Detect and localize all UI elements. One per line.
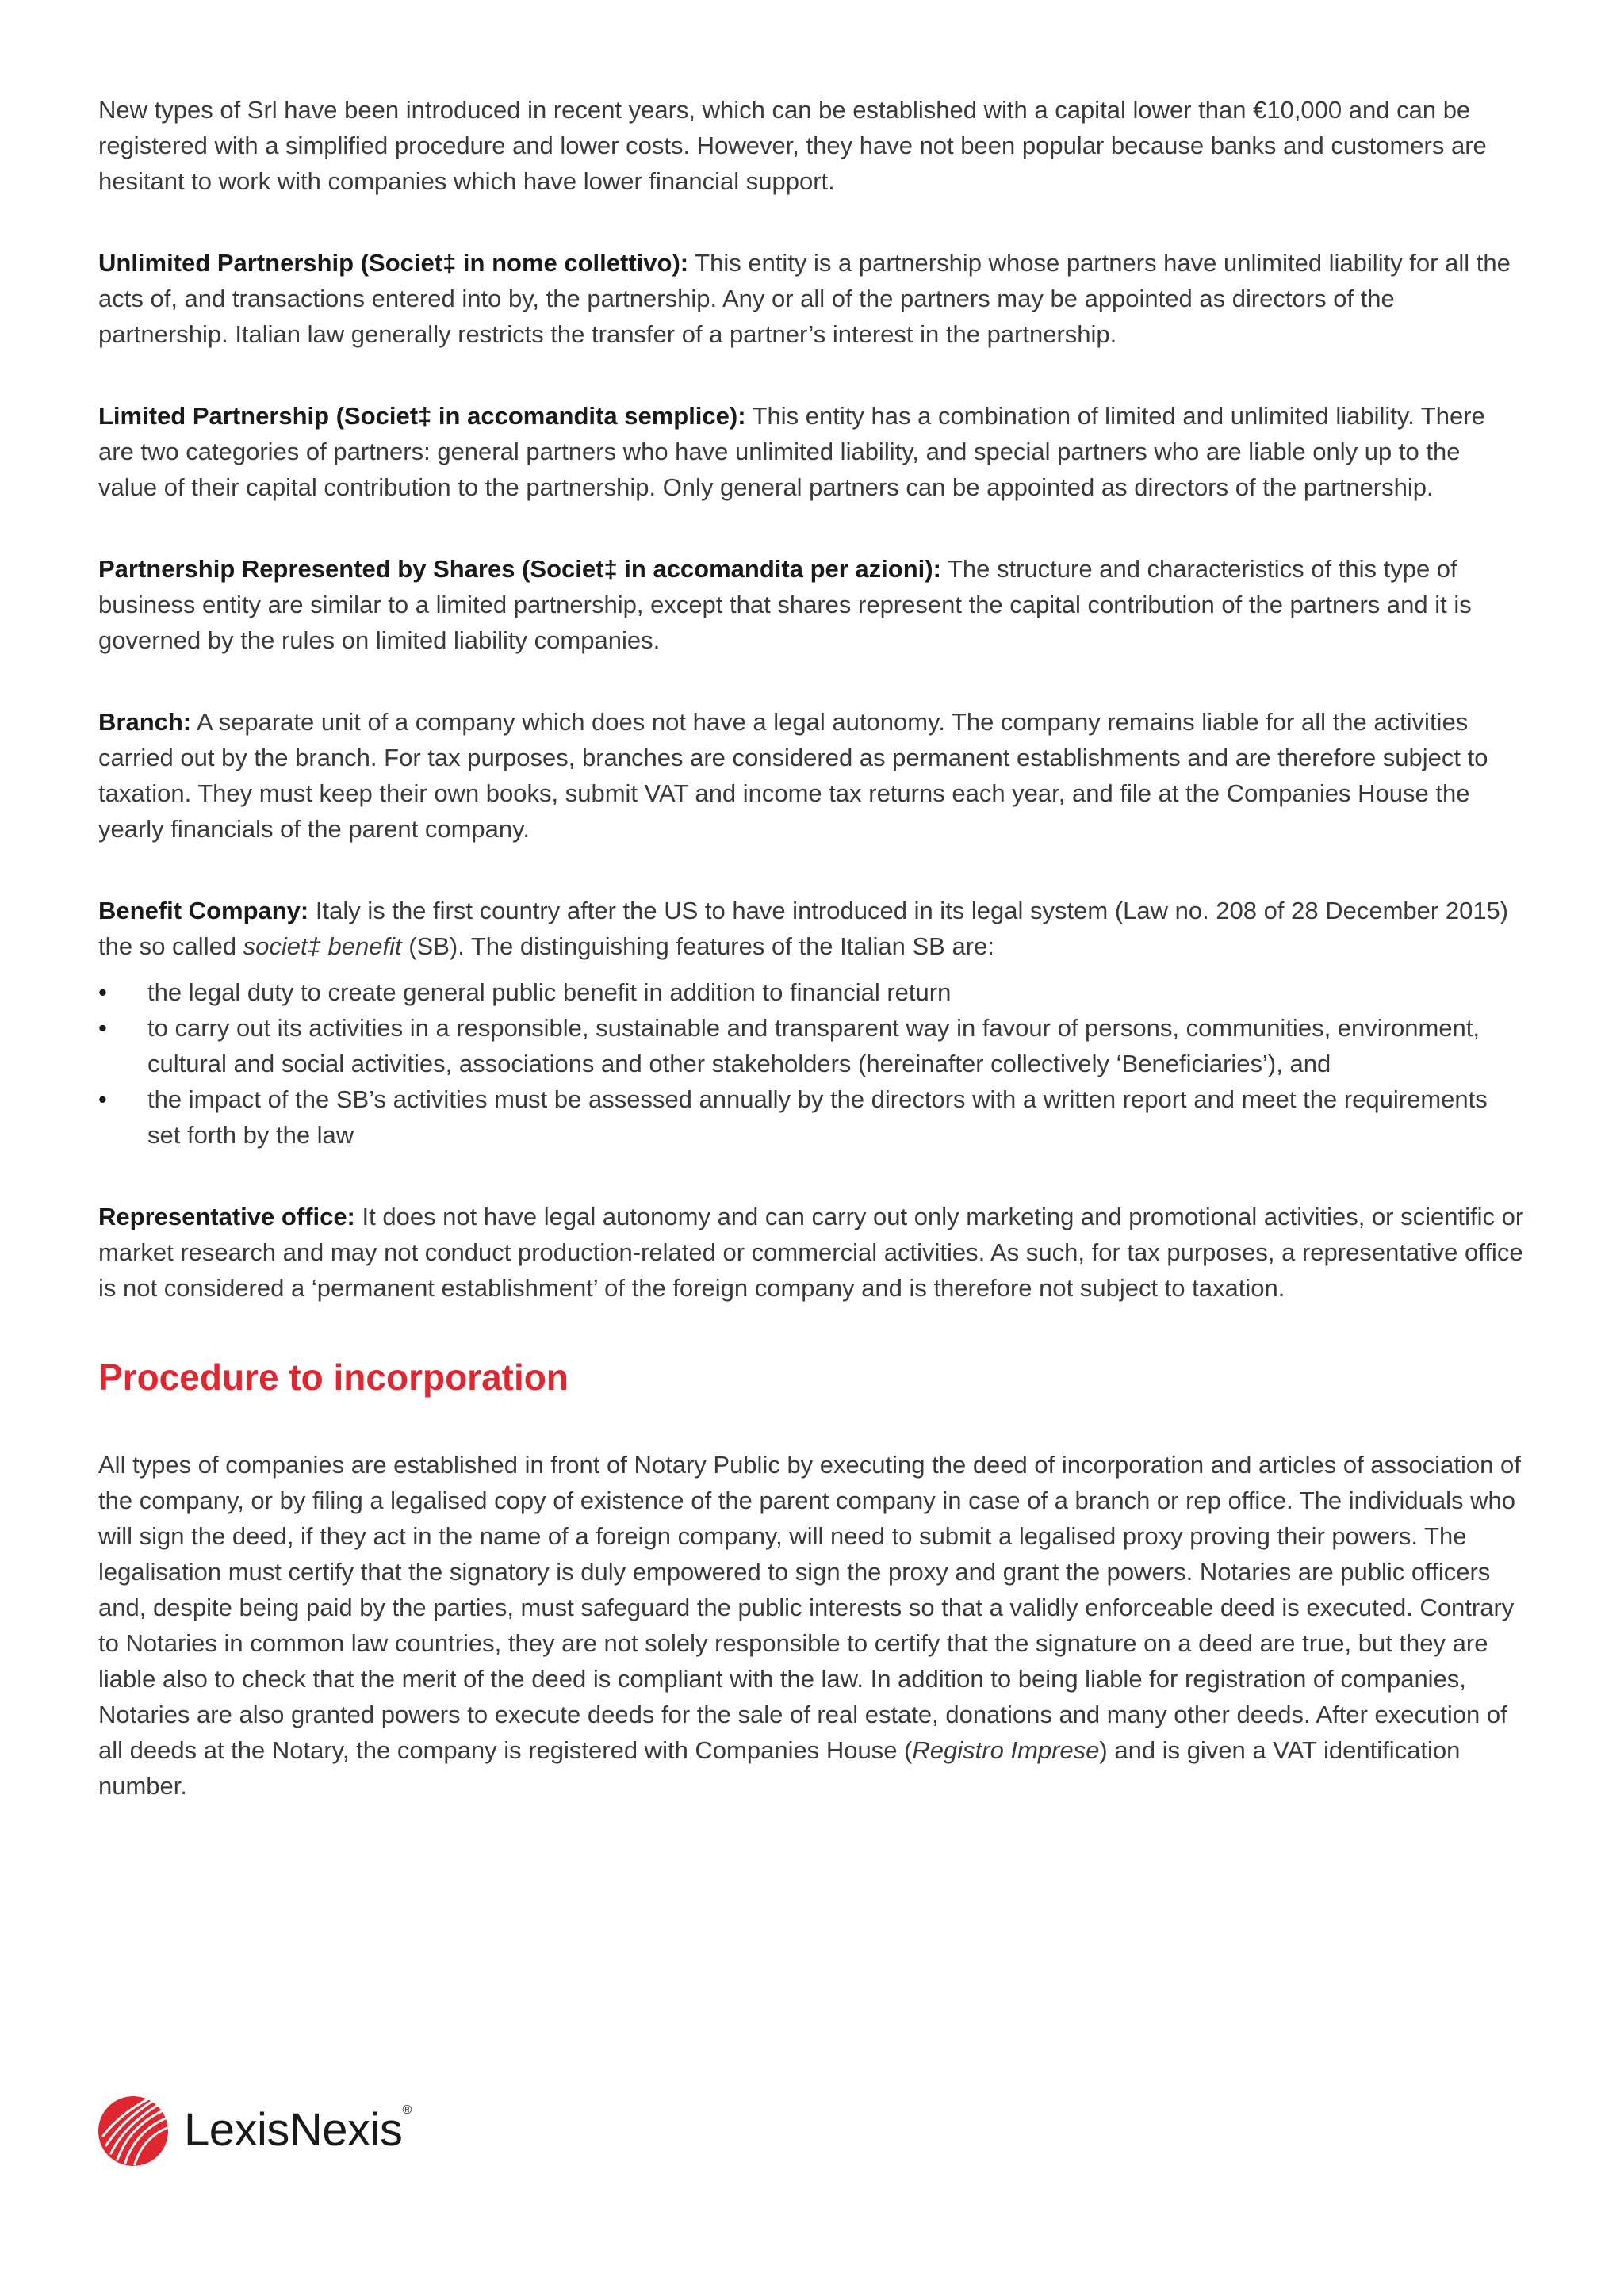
shares-partnership-lead: Partnership Represented by Shares (Societ‡ in accomandita per azioni): — [98, 555, 941, 583]
list-item — [98, 974, 1526, 1010]
benefit-features-list — [98, 974, 1526, 1153]
registered-mark: ® — [402, 2103, 412, 2117]
benefit-company-paragraph — [98, 893, 1526, 964]
bullet-icon: • — [98, 1014, 107, 1042]
unlimited-partnership-lead: Unlimited Partnership (Societ‡ in nome collettivo): — [98, 249, 689, 277]
procedure-paragraph — [98, 1447, 1526, 1804]
benefit-company-lead: Benefit Company: — [98, 897, 309, 924]
list-item-text: the impact of the SB’s activities must be assessed annually by the directors with a written report and meet the requirements set forth by the law — [147, 1085, 1488, 1149]
limited-partnership-text: This entity has a combination of limited and unlimited liability. There are two categories of partners: general partners who have unlimited liability, and special partners who are liable only up to the value of their capital contribution to the partnership. Only general partners can be appointed as directors of the partnership. — [98, 402, 1485, 501]
shares-partnership-paragraph — [98, 551, 1526, 658]
benefit-company-text-after: (SB). The distinguishing features of the Italian SB are: — [401, 932, 994, 960]
procedure-text-before: All types of companies are established in front of Notary Public by executing the deed of incorporation and articles of association of the company, or by filing a legalised copy of existence of the parent company in case of a branch or rep office. The individuals who will sign the deed, if they act in the name of a foreign company, will need to submit a legalised proxy proving their powers. The legalisation must certify that the signatory is duly empowered to sign the proxy and grant the powers. Notaries are public officers and, despite being paid by the parties, must safeguard the public interests so that a validly enforceable deed is executed. Contrary to Notaries in common law countries, they are not solely responsible to certify that the signature on a deed are true, but they are liable also to check that the merit of the deed is compliant with the law. In addition to being liable for registration of companies, Notaries are also granted powers to execute deeds for the sale of real estate, donations and many other deeds. After execution of all deeds at the Notary, the company is registered with Companies House ( — [98, 1451, 1521, 1764]
lexisnexis-logo — [94, 2090, 412, 2169]
limited-partnership-lead: Limited Partnership (Societ‡ in accomandita semplice): — [98, 402, 746, 430]
logo-name: LexisNexis — [184, 2103, 403, 2156]
procedure-italic: Registro Imprese — [912, 1736, 1100, 1764]
lexisnexis-sphere-icon — [94, 2090, 173, 2169]
benefit-company-text-before: Italy is the first country after the US to have introduced in its legal system (Law no. 208 of 28 December 2015) the so called — [98, 897, 1509, 960]
benefit-company-italic: societ‡ benefit — [243, 932, 402, 960]
branch-text: A separate unit of a company which does not have a legal autonomy. The company remains liable for all the activities carried out by the branch. For tax purposes, branches are considered as permanent establishments and are therefore subject to taxation. They must keep their own books, submit VAT and income tax returns each year, and file at the Companies House the yearly financials of the parent company. — [98, 708, 1488, 843]
shares-partnership-text: The structure and characteristics of this type of business entity are similar to a limited partnership, except that shares represent the capital contribution of the partners and it is governed by the rules on limited liability companies. — [98, 555, 1472, 654]
unlimited-partnership-paragraph — [98, 245, 1526, 352]
logo-wordmark — [184, 2103, 412, 2156]
bullet-icon: • — [98, 1085, 107, 1113]
section-heading: Procedure to incorporation — [98, 1357, 569, 1398]
list-item — [98, 1010, 1526, 1081]
list-item — [98, 1081, 1526, 1153]
list-item-text: to carry out its activities in a responsible, sustainable and transparent way in favour of persons, communities, environment, cultural and social activities, associations and other stakeholders (hereinafter collectively ‘Beneficiaries’), and — [147, 1014, 1480, 1077]
branch-paragraph — [98, 704, 1526, 847]
srl-paragraph: New types of Srl have been introduced in recent years, which can be established with a capital lower than €10,000 and can be registered with a simplified procedure and lower costs. However, they have not been popular because banks and customers are hesitant to work with companies which have lower financial support. — [98, 96, 1487, 195]
list-item-text: the legal duty to create general public benefit in addition to financial return — [147, 978, 952, 1006]
document-body — [98, 92, 1526, 1850]
branch-lead: Branch: — [98, 708, 192, 736]
representative-office-lead: Representative office: — [98, 1203, 355, 1230]
bullet-icon: • — [98, 978, 107, 1006]
procedure-text-after: ) and is given a VAT identification number. — [98, 1736, 1461, 1800]
unlimited-partnership-text: This entity is a partnership whose partners have unlimited liability for all the acts of, and transactions entered into by, the partnership. Any or all of the partners may be appointed as directors of the partnership. Italian law generally restricts the transfer of a partner’s interest in the partnership. — [98, 249, 1511, 348]
limited-partnership-paragraph — [98, 398, 1526, 505]
representative-office-paragraph — [98, 1199, 1526, 1306]
representative-office-text: It does not have legal autonomy and can carry out only marketing and promotional activities, or scientific or market research and may not conduct production-related or commercial activities. As such, for tax purposes, a representative office is not considered a ‘permanent establishment’ of the foreign company and is therefore not subject to taxation. — [98, 1203, 1524, 1302]
